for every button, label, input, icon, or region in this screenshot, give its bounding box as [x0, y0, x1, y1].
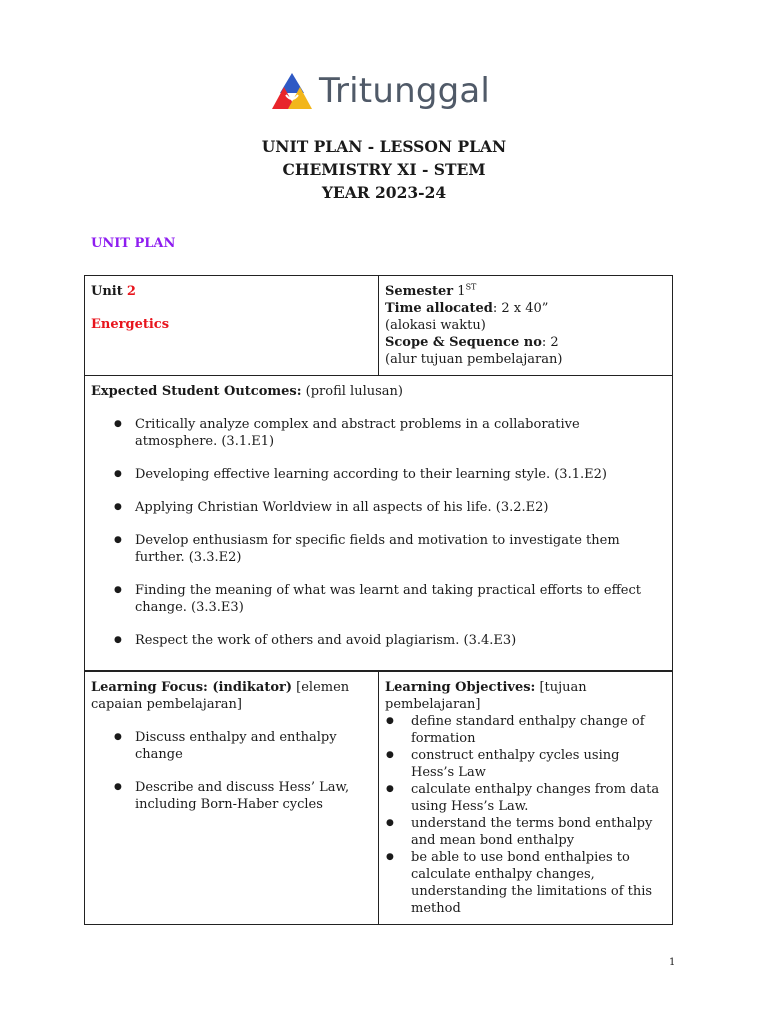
title-line-2: CHEMISTRY XI - STEM	[282, 160, 486, 179]
objective-item: ● calculate enthalpy changes from data using Hess’s Law.	[385, 781, 666, 815]
outcomes-note: (profil lulusan)	[301, 384, 403, 399]
time-note: (alokasi waktu)	[385, 318, 486, 333]
scope-value: : 2	[541, 335, 559, 350]
objective-item: ● understand the terms bond enthalpy and mean bond enthalpy	[385, 815, 666, 849]
title-line-3: YEAR 2023-24	[321, 183, 447, 202]
unit-number: 2	[126, 284, 136, 299]
objectives-note: [tujuan pembelajaran]	[385, 680, 587, 712]
objective-item: ● be able to use bond enthalpies to calculate enthalpy changes, understanding the limitations of this method	[385, 849, 666, 917]
outcome-item: ● Finding the meaning of what was learnt and taking practical efforts to effect change. (3.3.E3)	[91, 582, 666, 616]
objective-item: ● define standard enthalpy change of formation	[385, 713, 666, 747]
scope-note: (alur tujuan pembelajaran)	[385, 352, 563, 367]
outcome-item: ● Applying Christian Worldview in all aspects of his life. (3.2.E2)	[91, 499, 666, 516]
focus-list	[91, 729, 372, 813]
objectives-label: Learning Objectives:	[385, 680, 536, 695]
learning-row	[85, 671, 673, 925]
section-label-unit-plan: UNIT PLAN	[91, 236, 176, 251]
schedule-cell	[379, 276, 673, 376]
unit-label: Unit	[91, 284, 123, 299]
learning-objectives-cell	[379, 671, 673, 925]
focus-item: ● Describe and discuss Hess’ Law, including Born-Haber cycles	[91, 779, 372, 813]
semester-superscript: ST	[465, 282, 477, 292]
time-value: : 2 x 40”	[492, 301, 549, 316]
scope-label: Scope & Sequence no	[385, 335, 542, 350]
outcome-item: ● Developing effective learning according to their learning style. (3.1.E2)	[91, 466, 666, 483]
outcome-item: ● Respect the work of others and avoid plagiarism. (3.4.E3)	[91, 632, 666, 649]
document-titles	[0, 135, 768, 204]
objectives-list	[385, 713, 666, 917]
title-line-1: UNIT PLAN - LESSON PLAN	[261, 137, 507, 156]
focus-item: ● Discuss enthalpy and enthalpy change	[91, 729, 372, 763]
tritunggal-logo-icon	[268, 69, 316, 113]
outcomes-list	[91, 416, 666, 649]
time-label: Time allocated	[385, 301, 493, 316]
focus-note: [elemen capaian pembelajaran]	[91, 680, 350, 712]
outcomes-label: Expected Student Outcomes:	[91, 384, 302, 399]
outcomes-cell	[85, 376, 673, 672]
focus-label: Learning Focus: (indikator)	[91, 680, 293, 695]
semester-value: 1	[457, 284, 466, 299]
learning-focus-cell	[85, 671, 379, 925]
unit-info-row	[85, 276, 673, 376]
outcome-item: ● Develop enthusiasm for specific fields and motivation to investigate them further. (3.3.E2)	[91, 532, 666, 566]
unit-title: Energetics	[91, 317, 170, 332]
objective-item: ● construct enthalpy cycles using Hess’s Law	[385, 747, 666, 781]
outcomes-row	[85, 376, 673, 672]
unit-cell	[85, 276, 379, 376]
logo-wordmark: Tritunggal	[319, 71, 491, 111]
page-number: 1	[669, 957, 676, 968]
semester-label: Semester	[385, 284, 454, 299]
outcome-item: ● Critically analyze complex and abstract problems in a collaborative atmosphere. (3.1.E1)	[91, 416, 666, 450]
unit-plan-table	[84, 275, 673, 925]
tritunggal-logo	[268, 66, 490, 116]
